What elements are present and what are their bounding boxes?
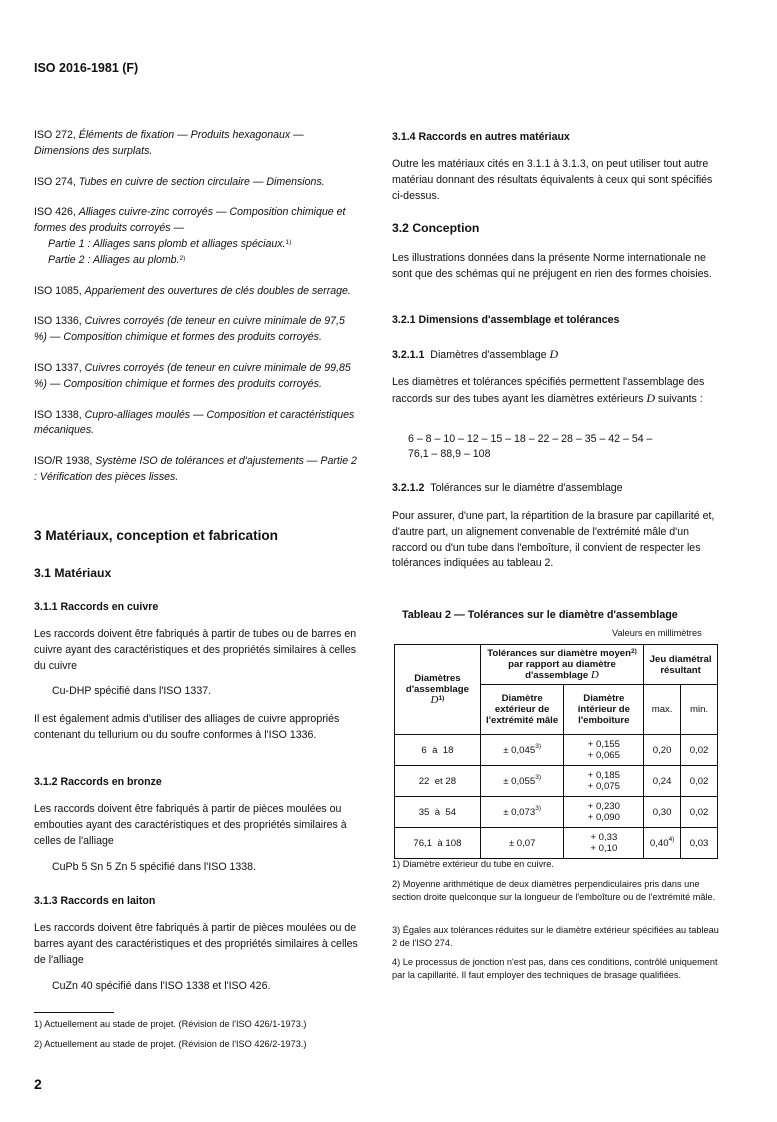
section-3-1-heading: 3.1 Matériaux (34, 566, 112, 580)
section-3-2-1-1-heading: 3.2.1.1 Diamètres d'assemblage D (392, 347, 559, 361)
section-3-2-1-2-heading: 3.2.1.2 Tolérances sur le diamètre d'assemblage (392, 482, 623, 494)
para-3-1-3: Les raccords doivent être fabriqués à partir de pièces moulées ou de barres ayant des caractéristiques et des propriétés similaires à celles de l'alliage (34, 922, 358, 966)
dims-line-2: 76,1 – 88,9 – 108 (408, 448, 491, 460)
ref-iso426: ISO 426, Alliages cuivre-zinc corroyés — Composition chimique et formes des produits corroyés — (34, 206, 346, 235)
ref-iso1085: ISO 1085, Appariement des ouvertures de clés doubles de serrage. (34, 284, 351, 297)
section-3-1-2-heading: 3.1.2 Raccords en bronze (34, 776, 162, 788)
section-3-1-4-heading: 3.1.4 Raccords en autres matériaux (392, 131, 570, 143)
para-3-1-3-spec: CuZn 40 spécifié dans l'ISO 1338 et l'ISO 426. (52, 980, 271, 992)
ref-isor1938: ISO/R 1938, Système ISO de tolérances et d'ajustements — Partie 2 : Vérification des pièces lisses. (34, 455, 357, 483)
dims-line-1: 6 – 8 – 10 – 12 – 15 – 18 – 22 – 28 – 35 – 42 – 54 – (408, 433, 653, 445)
th-emboiture: Diamètre intérieur de l'emboîture (564, 685, 644, 735)
table-row: 76,1 à 108 ± 0,07 + 0,33 + 0,10 0,40$^{4)}$ 0,03 (395, 828, 718, 859)
section-3-2-1-heading: 3.2.1 Dimensions d'assemblage et tolérances (392, 314, 620, 326)
footnote-2: 2) Actuellement au stade de projet. (Révision de l'ISO 426/2-1973.) (34, 1039, 307, 1049)
para-3-2: Les illustrations données dans la présente Norme internationale ne sont que des schémas qui ne préjugent en rien des formes choisies. (392, 252, 712, 280)
para-3-1-2: Les raccords doivent être fabriqués à partir de pièces moulées ou embouties ayant des caractéristiques et des propriétés similaires à celles de l'alliage (34, 803, 347, 847)
ref-iso1337: ISO 1337, Cuivres corroyés (de teneur en cuivre minimale de 99,85 %) — Composition chimique et formes des produits corroyés. (34, 361, 351, 390)
table-note-2: 2) Moyenne arithmétique de deux diamètres perpendiculaires pris dans une section droite quelconque sur la longueur de l'emboîture ou de l'extrémité mâle. (392, 879, 716, 902)
page-number: 2 (34, 1076, 42, 1092)
section-3-1-3-heading: 3.1.3 Raccords en laiton (34, 895, 156, 907)
th-max: max. (644, 685, 681, 735)
ref-iso274: ISO 274, Tubes en cuivre de section circulaire — Dimensions. (34, 175, 325, 188)
para-3-2-1-2: Pour assurer, d'une part, la répartition de la brasure par capillarité et, d'autre part, un alignement convenable de l'extrémité mâle d'un raccord ou d'un tube dans l'emboîture, il convient de respecter les tolérances indiquées au tableau 2. (392, 510, 715, 570)
ref-iso1336: ISO 1336, Cuivres corroyés (de teneur en cuivre minimale de 97,5 %) — Composition chimique et formes des produits corroyés. (34, 315, 345, 344)
ref-iso272: ISO 272, Éléments de fixation — Produits hexagonaux — Dimensions des surplats. (34, 129, 304, 157)
para-3-1-1-alt: Il est également admis d'utiliser des alliages de cuivre appropriés contenant du tellurium ou du soufre conformes à l'ISO 1336. (34, 713, 340, 741)
th-diametres: Diamètres d'assemblage $D^{1)}$ (395, 645, 481, 735)
left-column (34, 128, 360, 486)
th-male: Diamètre extérieur de l'extrémité mâle (480, 685, 564, 735)
page-header: ISO 2016-1981 (F) (34, 61, 139, 75)
ref-iso1338: ISO 1338, Cupro-alliages moulés — Composition et caractéristiques mécaniques. (34, 408, 355, 437)
para-3-1-2-spec: CuPb 5 Sn 5 Zn 5 spécifié dans l'ISO 1338. (52, 861, 257, 873)
ref-iso426-part1: Partie 1 : Alliages sans plomb et alliages spéciaux.$^{1)}$ (48, 237, 292, 250)
para-3-1-4: Outre les matériaux cités en 3.1.1 à 3.1.3, on peut utiliser tout autre matériau donnant des résultats équivalents à ceux qui sont spécifiés ci-dessus. (392, 158, 713, 202)
section-3-1-1-heading: 3.1.1 Raccords en cuivre (34, 601, 159, 613)
para-3-1-1: Les raccords doivent être fabriqués à partir de tubes ou de barres en cuivre ayant des caractéristiques et des propriétés similaires à celles du cuivre (34, 628, 357, 672)
th-min: min. (681, 685, 718, 735)
para-3-1-1-spec: Cu-DHP spécifié dans l'ISO 1337. (52, 685, 212, 697)
table-row: 35 à 54 ± $0,073^{3)}$ + 0,230 + 0,090 0,30 0,02 (395, 797, 718, 828)
footnote-1: 1) Actuellement au stade de projet. (Révision de l'ISO 426/1-1973.) (34, 1019, 307, 1029)
table-row: 22 et 28 ± $0,055^{3)}$ + 0,185 + 0,075 0,24 0,02 (395, 766, 718, 797)
table-row: 6 à 18 ± $0,045^{3)}$ + 0,155 + 0,065 0,20 0,02 (395, 735, 718, 766)
para-3-2-1-1: Les diamètres et tolérances spécifiés permettent l'assemblage des raccords sur des tubes ayant les diamètres extérieurs D suivants : (392, 376, 705, 405)
footnote-rule (34, 1012, 114, 1013)
table-note-3: 3) Égales aux tolérances réduites sur le diamètre extérieur spécifiées au tableau 2 de l'ISO 274. (392, 925, 719, 948)
th-jeu: Jeu diamétral résultant (644, 645, 718, 685)
table-note-4: 4) Le processus de jonction n'est pas, dans ces conditions, contrôlé uniquement par la capillarité. Il faut employer des techniques de brasage qualifiées. (392, 957, 718, 980)
table-units: Valeurs en millimètres (612, 628, 702, 638)
section-3-heading: 3 Matériaux, conception et fabrication (34, 528, 278, 543)
table-note-1: 1) Diamètre extérieur du tube en cuivre. (392, 859, 554, 869)
th-tolerances: Tolérances sur diamètre moyen$^{2)}$ par rapport au diamètre d'assemblage D (480, 645, 643, 685)
ref-iso426-part2: Partie 2 : Alliages au plomb.$^{2)}$ (48, 253, 186, 266)
section-3-2-heading: 3.2 Conception (392, 221, 480, 235)
table-title: Tableau 2 — Tolérances sur le diamètre d'assemblage (402, 609, 678, 621)
tolerance-table (394, 644, 718, 859)
